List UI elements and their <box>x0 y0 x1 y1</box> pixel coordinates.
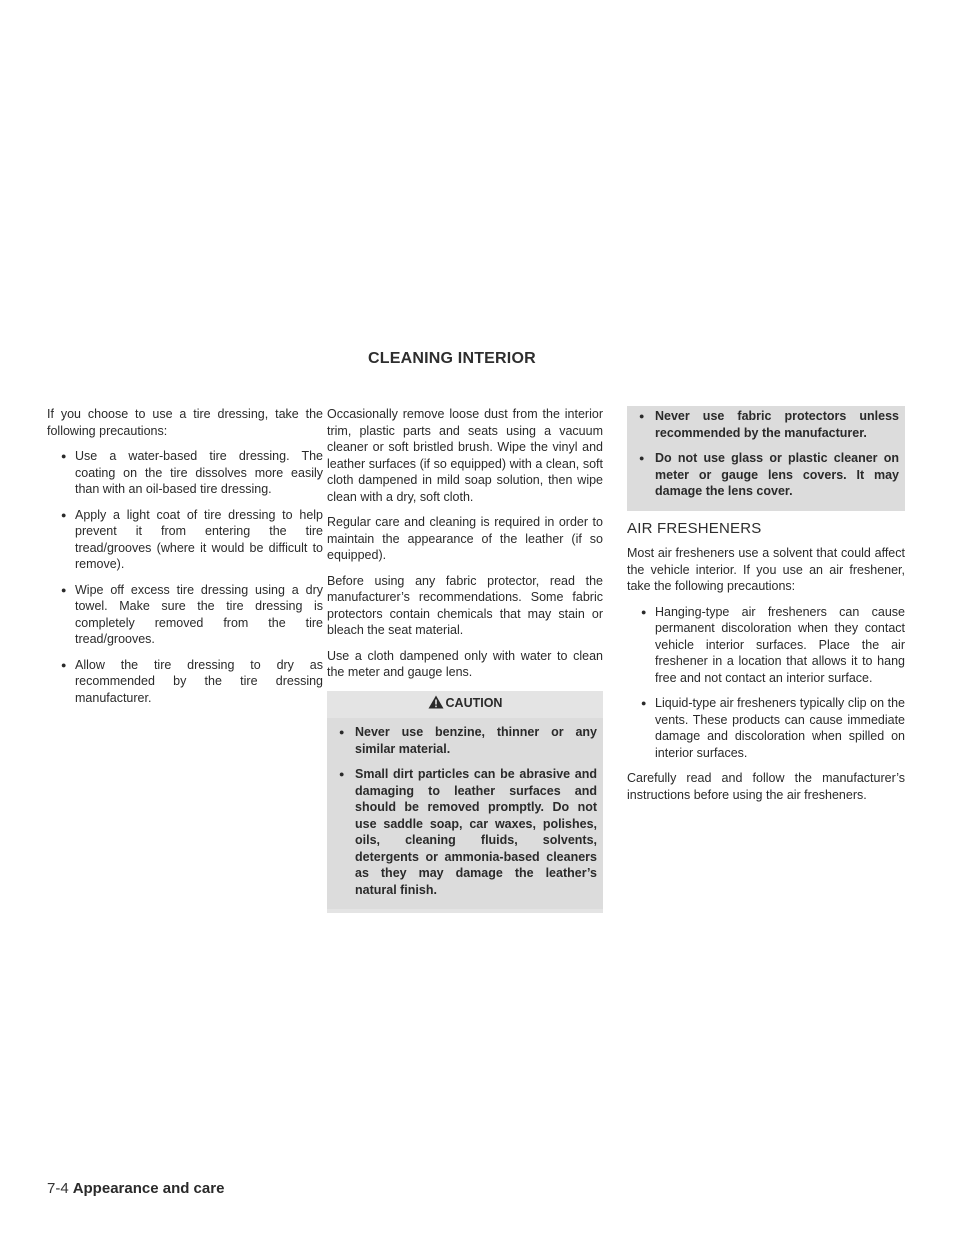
paragraph: Before using any fabric protector, read the manufacturer’s recommendations. Some fabric protectors contain chemicals that may stain or bleach the seat material. <box>327 573 603 637</box>
paragraph: Regular care and cleaning is required in order to maintain the appearance of the leather (if so equipped). <box>327 515 603 562</box>
list-item: ● Liquid-type air fresheners typically clip on the vents. These products can cause immediate damage and discoloration when spilled on interior surfaces. <box>627 695 905 761</box>
section-title: CLEANING INTERIOR <box>368 350 536 367</box>
footer-section-name: Appearance and care <box>72 1180 225 1197</box>
list-item: ● Small dirt particles can be abrasive and damaging to leather surfaces and should be removed promptly. Do not use saddle soap, car waxes, polishes, oils, cleaning fluids, solvents, detergents or ammonia-based cleaners as they may damage the leather’s natural finish. <box>333 766 597 898</box>
air-fresheners-heading: AIR FRESHENERS <box>627 519 762 537</box>
air-fresheners-list <box>627 604 905 762</box>
page-footer <box>47 1180 224 1197</box>
caution-list <box>333 724 597 898</box>
list-item: ● Do not use glass or plastic cleaner on meter or gauge lens covers. It may damage the lens cover. <box>633 450 899 500</box>
air-fresheners-intro: Most air fresheners use a solvent that could affect the vehicle interior. If you use an air freshener, take the following precautions: <box>627 546 905 593</box>
list-item: ● Apply a light coat of tire dressing to help prevent it from entering the tire tread/grooves (where it would be difficult to remove). <box>47 507 323 573</box>
tire-dressing-intro: If you choose to use a tire dressing, take the following precautions: <box>47 407 323 438</box>
caution-continued-box <box>627 406 905 511</box>
list-item: ● Allow the tire dressing to dry as recommended by the tire dressing manufacturer. <box>47 657 323 707</box>
list-item: ● Never use fabric protectors unless recommended by the manufacturer. <box>633 408 899 441</box>
column-3 <box>627 406 905 812</box>
paragraph: Use a cloth dampened only with water to clean the meter and gauge lens. <box>327 648 603 679</box>
list-item: ● Never use benzine, thinner or any similar material. <box>333 724 597 757</box>
caution-title: CAUTION <box>445 695 503 710</box>
column-1 <box>47 406 323 715</box>
list-item: ● Use a water-based tire dressing. The coating on the tire dissolves more easily than with an oil-based tire dressing. <box>47 448 323 498</box>
caution-body <box>327 718 603 909</box>
caution-box <box>327 691 603 914</box>
caution-header <box>327 691 603 719</box>
tire-dressing-list <box>47 448 323 706</box>
page-number: 7-4 <box>47 1180 69 1197</box>
list-item: ● Hanging-type air fresheners can cause permanent discoloration when they contact vehicle interior surfaces. Place the air freshener in a location that allows it to hang free and not contact an interior surface. <box>627 604 905 687</box>
paragraph: Occasionally remove loose dust from the interior trim, plastic parts and seats using a vacuum cleaner or soft bristled brush. Wipe the vinyl and leather surfaces (if so equipped) with a clean, soft cloth dampened in mild soap solution, then wipe clean with a dry, soft cloth. <box>327 407 603 504</box>
caution-continued-list <box>633 408 899 500</box>
column-2 <box>327 406 603 913</box>
air-fresheners-outro: Carefully read and follow the manufacturer’s instructions before using the air fresheners. <box>627 771 905 802</box>
warning-icon <box>428 695 444 714</box>
list-item: ● Wipe off excess tire dressing using a dry towel. Make sure the tire dressing is completely removed from the tire tread/grooves. <box>47 582 323 648</box>
